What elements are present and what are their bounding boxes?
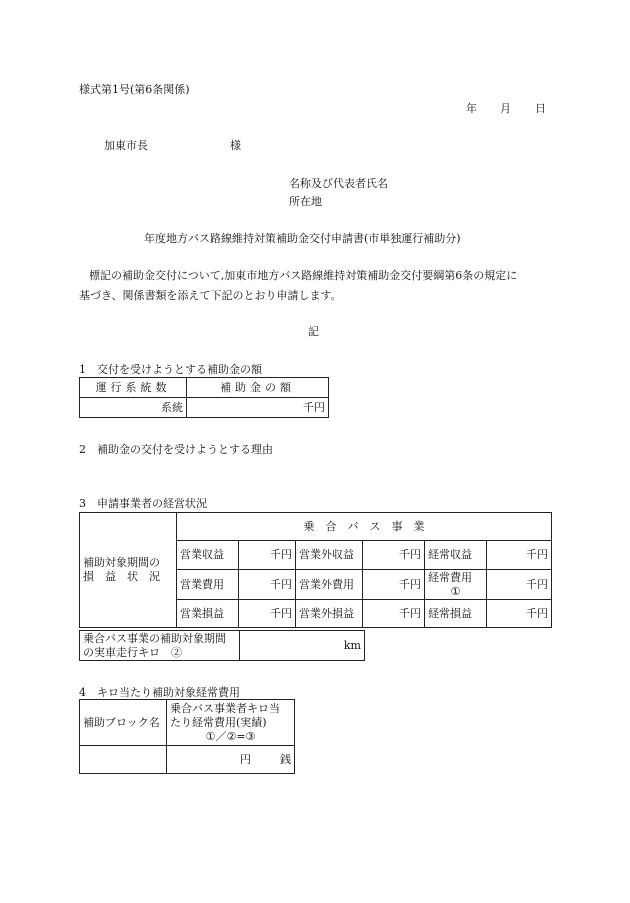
non-operating-revenue-label: 営業外収益	[296, 541, 363, 570]
form-number: 様式第1号(第6条関係)	[79, 83, 190, 96]
ordinary-profit-label: 経常損益	[425, 600, 487, 628]
ordinary-profit-cell[interactable]: 千円	[487, 600, 552, 628]
ordinary-expense-label	[425, 570, 487, 600]
subsidy-amount-table	[79, 377, 329, 418]
per-km-cost-cell[interactable]	[167, 746, 295, 774]
ordinary-expense-marker: ①	[450, 584, 461, 598]
date-month-label: 月	[500, 102, 511, 115]
non-operating-profit-label: 営業外損益	[296, 600, 363, 628]
section3-heading: 3 申請事業者の経営状況	[79, 497, 207, 510]
date-day-label: 日	[535, 102, 546, 115]
mileage-label	[80, 631, 240, 661]
applicant-name-label: 名称及び代表者氏名	[289, 177, 388, 190]
honorific: 様	[230, 139, 241, 152]
per-km-cost-header-line1: 乗合バス事業者キロ当	[170, 701, 280, 715]
systems-cell[interactable]: 系統	[80, 398, 187, 418]
operating-expense-label: 営業費用	[177, 570, 239, 600]
ordinary-revenue-label: 経常収益	[425, 541, 487, 570]
mileage-cell[interactable]: km	[240, 631, 365, 661]
col-amount-header: 補助金の額	[187, 378, 329, 398]
operating-profit-cell[interactable]: 千円	[239, 600, 296, 628]
block-name-header: 補助ブロック名	[80, 700, 167, 746]
section4-heading: 4 キロ当たり補助対象経常費用	[79, 686, 240, 699]
per-km-cost-header	[167, 700, 295, 746]
addressee: 加東市長	[104, 139, 148, 152]
block-name-cell[interactable]	[80, 746, 167, 774]
ordinary-revenue-cell[interactable]: 千円	[487, 541, 552, 570]
pl-status-label-line2: 損 益 状 況	[83, 570, 160, 583]
per-km-cost-header-line2: たり経常費用(実績)	[170, 715, 267, 729]
per-km-cost-table	[79, 699, 295, 774]
ordinary-expense-cell[interactable]: 千円	[487, 570, 552, 600]
operating-expense-cell[interactable]: 千円	[239, 570, 296, 600]
operating-profit-label: 営業損益	[177, 600, 239, 628]
ki-marker: 記	[308, 325, 319, 338]
document-title: 年度地方バス路線維持対策補助金交付申請書(市単独運行補助分)	[144, 232, 461, 245]
non-operating-expense-label: 営業外費用	[296, 570, 363, 600]
mileage-label-line2: の実車走行キロ ②	[83, 645, 182, 659]
applicant-address-label: 所在地	[289, 195, 322, 208]
body-text-line1: 標記の補助金交付について,加東市地方バス路線維持対策補助金交付要綱第6条の規定に	[89, 269, 518, 282]
amount-cell[interactable]: 千円	[187, 398, 329, 418]
date-year-label: 年	[466, 102, 477, 115]
yen-unit: 円	[240, 752, 251, 766]
ordinary-expense-label-text: 経常費用	[428, 570, 472, 584]
section1-heading: 1 交付を受けようとする補助金の額	[79, 363, 262, 376]
section2-heading: 2 補助金の交付を受けようとする理由	[79, 443, 273, 456]
mileage-label-line1: 乗合バス事業の補助対象期間	[83, 631, 226, 645]
pl-status-label-line1: 補助対象期間の	[83, 556, 160, 569]
body-text-line2: 基づき、関係書類を添えて下記のとおり申請します。	[79, 289, 342, 302]
pl-status-label	[80, 513, 177, 628]
operating-revenue-label: 営業収益	[177, 541, 239, 570]
non-operating-expense-cell[interactable]: 千円	[363, 570, 425, 600]
per-km-cost-formula: ①／②=③	[205, 729, 256, 743]
mileage-table	[79, 630, 365, 661]
sen-unit: 銭	[280, 752, 291, 766]
bus-business-header: 乗 合 バ ス 事 業	[177, 513, 552, 541]
col-systems-header: 運行系統数	[80, 378, 187, 398]
non-operating-profit-cell[interactable]: 千円	[363, 600, 425, 628]
business-status-table	[79, 512, 552, 628]
operating-revenue-cell[interactable]: 千円	[239, 541, 296, 570]
non-operating-revenue-cell[interactable]: 千円	[363, 541, 425, 570]
